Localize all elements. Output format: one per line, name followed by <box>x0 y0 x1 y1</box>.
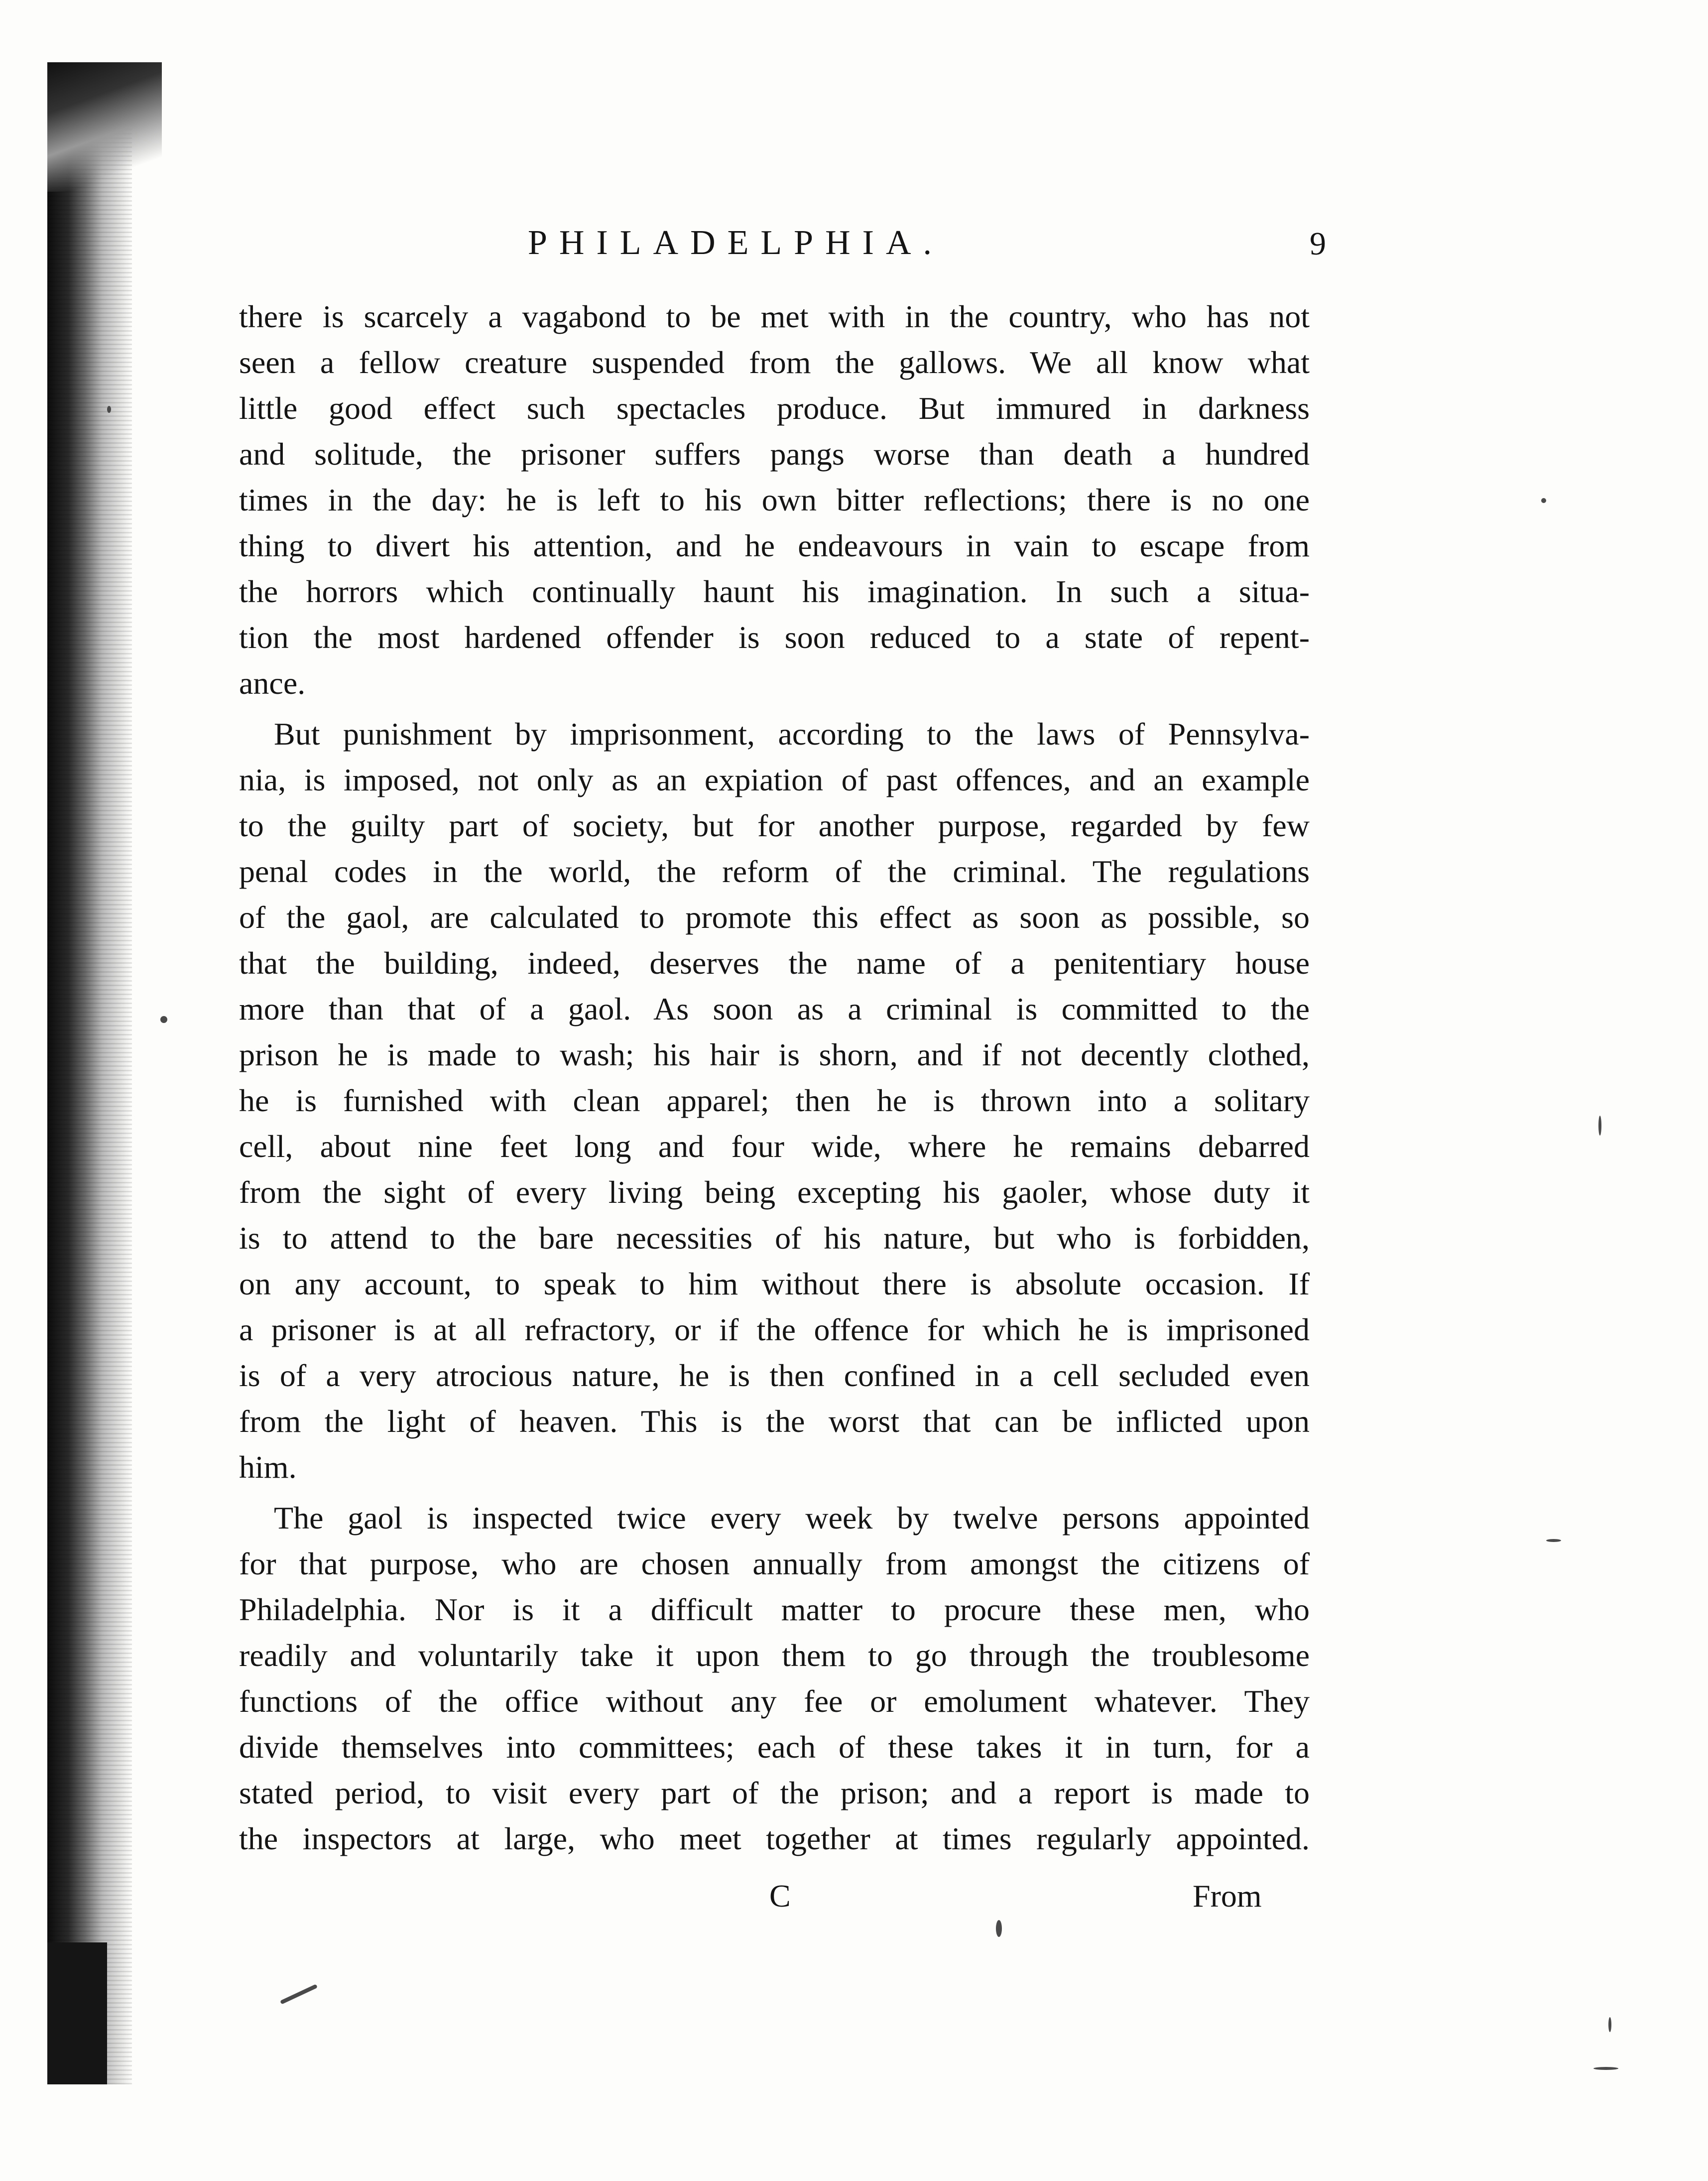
text-line: The gaol is inspected twice every week by twelve persons appointed <box>274 1500 1310 1536</box>
text-line: that the building, indeed, deserves the name of a penitentiary house <box>239 945 1310 981</box>
text-line: a prisoner is at all refractory, or if the offence for which he is imprisoned <box>239 1312 1310 1347</box>
text-line: little good effect such spectacles produce. But immured in darkness <box>239 390 1310 426</box>
page-number: 9 <box>1310 226 1326 262</box>
text-line: times in the day: he is left to his own bitter reflections; there is no one <box>239 482 1310 517</box>
text-line: seen a fellow creature suspended from the gallows. We all know what <box>239 345 1310 380</box>
paragraph <box>239 294 1310 706</box>
text-line: is to attend to the bare necessities of his nature, but who is forbidden, <box>239 1220 1310 1256</box>
scan-speck <box>280 1984 318 2004</box>
text-line: functions of the office without any fee or emolument whatever. They <box>239 1683 1310 1719</box>
text-line: But punishment by imprisonment, according to the laws of Pennsylva- <box>274 716 1310 752</box>
text-line: for that purpose, who are chosen annually from amongst the citizens of <box>239 1546 1310 1581</box>
text-line: of the gaol, are calculated to promote this effect as soon as possible, so <box>239 899 1310 935</box>
text-line: on any account, to speak to him without there is absolute occasion. If <box>239 1266 1310 1301</box>
text-line: from the sight of every living being excepting his gaoler, whose duty it <box>239 1174 1310 1210</box>
text-line: the horrors which continually haunt his imagination. In such a situa- <box>239 574 1310 609</box>
text-line: and solitude, the prisoner suffers pangs worse than death a hundred <box>239 436 1310 472</box>
scan-speck <box>1598 1116 1601 1136</box>
text-line: cell, about nine feet long and four wide, where he remains debarred <box>239 1129 1310 1164</box>
text-line: to the guilty part of society, but for another purpose, regarded by few <box>239 808 1310 843</box>
text-line: nia, is imposed, not only as an expiation of past offences, and an example <box>239 762 1310 797</box>
paragraph <box>239 1495 1310 1862</box>
text-line: him. <box>239 1449 297 1485</box>
text-line: thing to divert his attention, and he endeavours in vain to escape from <box>239 528 1310 563</box>
text-line: readily and voluntarily take it upon them to go through the troublesome <box>239 1638 1310 1673</box>
body-text <box>239 294 1310 1862</box>
text-line: prison he is made to wash; his hair is shorn, and if not decently clothed, <box>239 1037 1310 1072</box>
text-line: more than that of a gaol. As soon as a criminal is committed to the <box>239 991 1310 1026</box>
text-line: from the light of heaven. This is the worst that can be inflicted upon <box>239 1404 1310 1439</box>
scan-speck <box>1546 1539 1561 1542</box>
scan-speck <box>1608 2017 1611 2032</box>
text-line: stated period, to visit every part of the prison; and a report is made to <box>239 1775 1310 1810</box>
text-line: the inspectors at large, who meet together at times regularly appointed. <box>239 1821 1310 1856</box>
text-line: penal codes in the world, the reform of the criminal. The regulations <box>239 854 1310 889</box>
text-line: there is scarcely a vagabond to be met with in the country, who has not <box>239 299 1310 334</box>
binding-edge-bottom <box>47 1942 107 2084</box>
text-line: ance. <box>239 665 306 701</box>
text-line: Philadelphia. Nor is it a difficult matter to procure these men, who <box>239 1592 1310 1627</box>
signature-mark: C <box>769 1878 791 1914</box>
paragraph <box>239 711 1310 1490</box>
binding-edge-top <box>47 62 162 192</box>
running-head: PHILADELPHIA. <box>528 224 944 262</box>
scan-speck <box>996 1920 1002 1937</box>
scan-speck <box>1593 2067 1618 2070</box>
catchword: From <box>1193 1878 1262 1914</box>
text-line: is of a very atrocious nature, he is then confined in a cell secluded even <box>239 1358 1310 1393</box>
scan-speck <box>160 1016 167 1023</box>
binding-edge <box>47 62 132 2084</box>
scan-speck <box>1541 498 1546 503</box>
text-line: he is furnished with clean apparel; then he is thrown into a solitary <box>239 1083 1310 1118</box>
scan-speck <box>107 406 111 413</box>
text-line: tion the most hardened offender is soon reduced to a state of repent- <box>239 620 1310 655</box>
text-line: divide themselves into committees; each of these takes it in turn, for a <box>239 1729 1310 1765</box>
